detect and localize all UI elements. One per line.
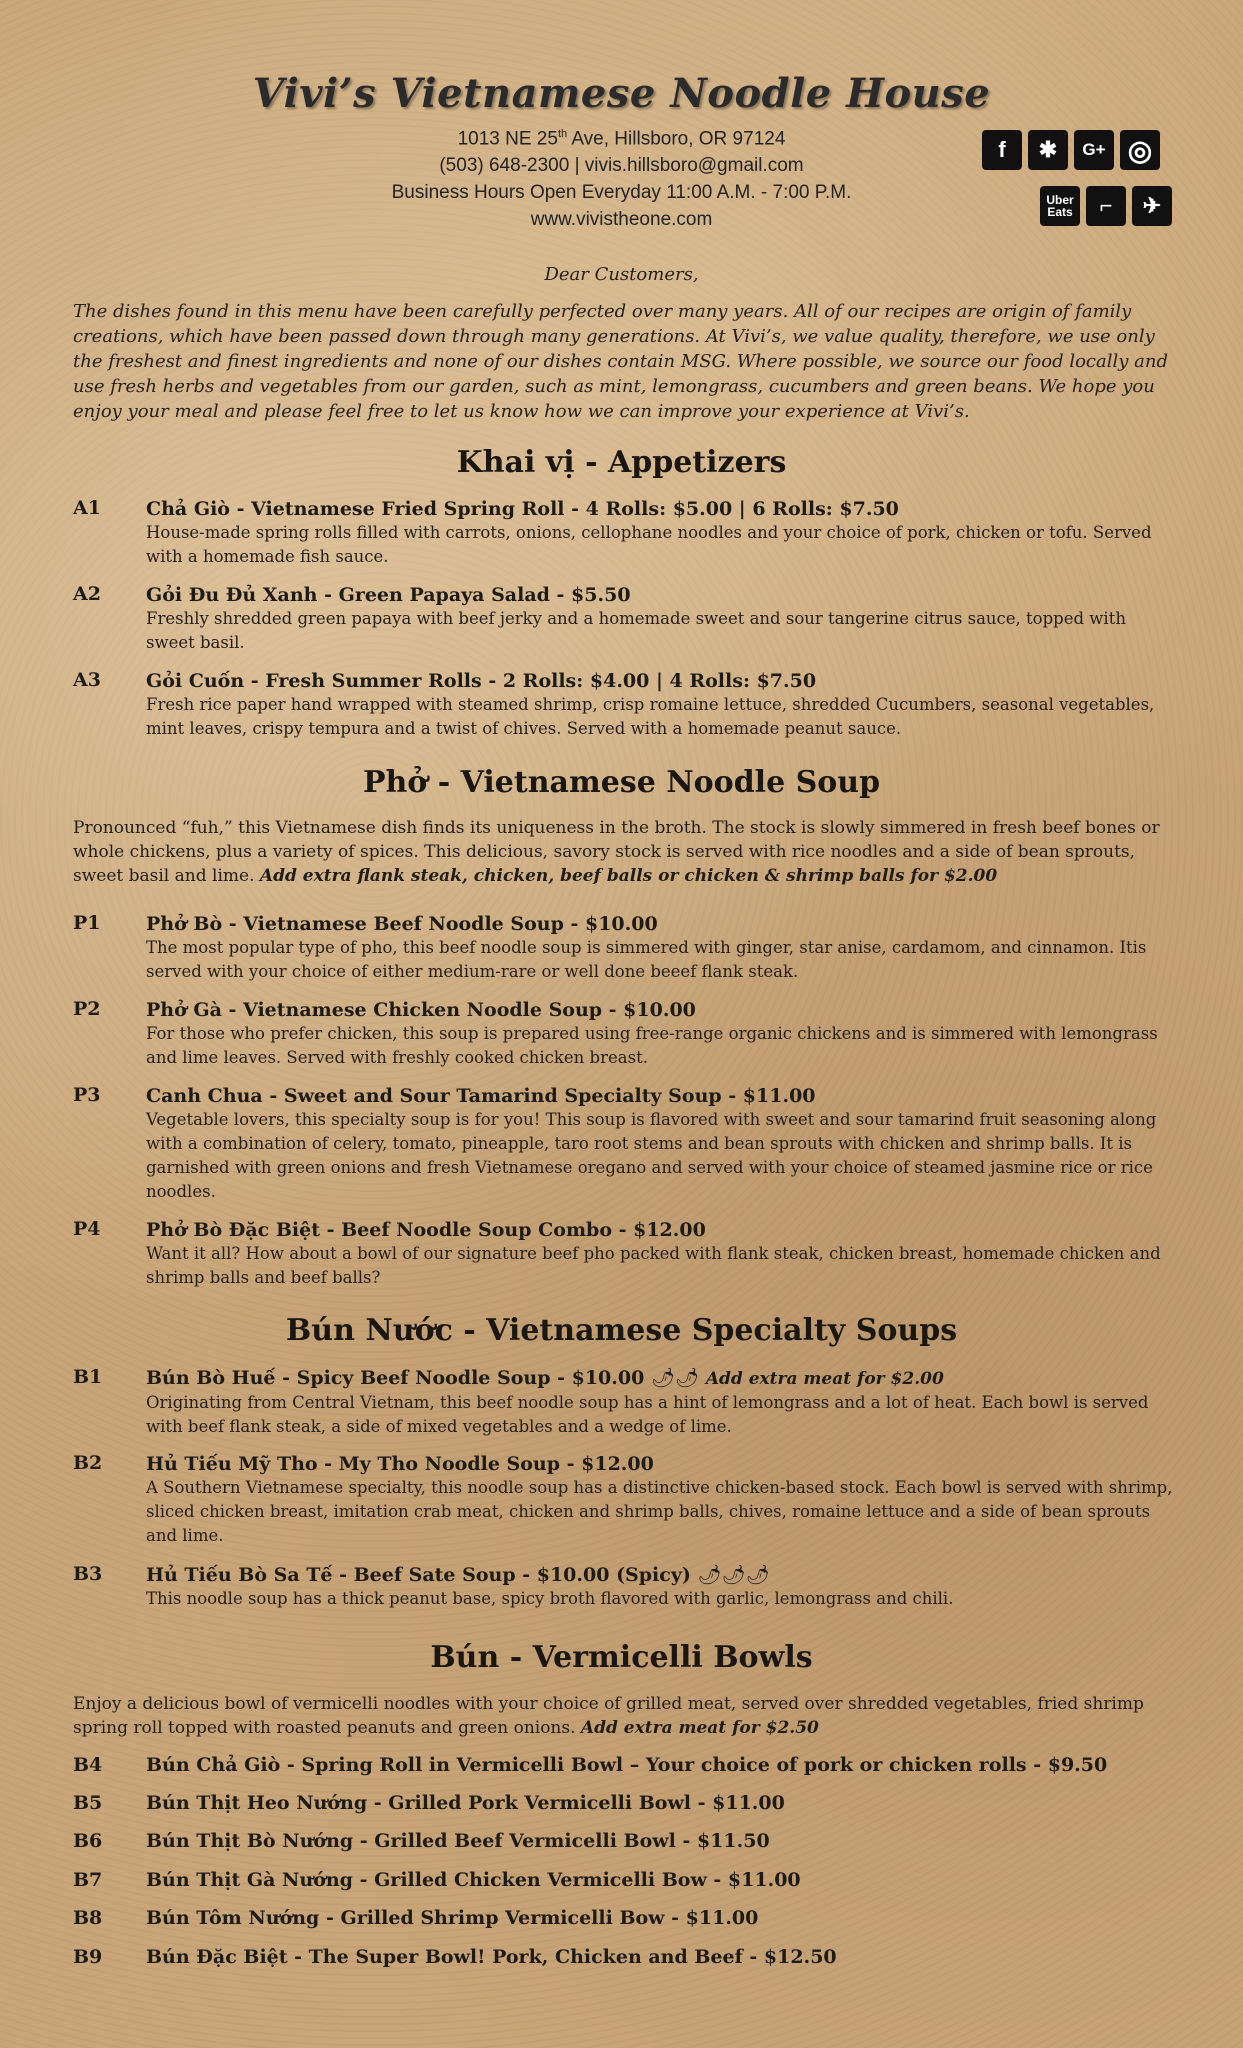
item-code: A3 (73, 669, 101, 691)
item-name: Phở Bò Đặc Biệt - Beef Noodle Soup Combo - $12.00 (146, 1219, 706, 1241)
item-code: B5 (73, 1792, 103, 1814)
item-name: Bún Thịt Bò Nướng - Grilled Beef Vermicelli Bowl - $11.50 (146, 1830, 770, 1852)
section-title-vermicelli: Bún - Vermicelli Bowls (430, 1640, 813, 1675)
address-sup: th (557, 128, 568, 140)
item-body (146, 1563, 1173, 1611)
uber-eats-icon[interactable]: Uber Eats (1040, 186, 1080, 226)
item-code: A1 (73, 497, 101, 519)
item-name: Phở Gà - Vietnamese Chicken Noodle Soup - $10.00 (146, 999, 696, 1021)
website-link[interactable]: www.vivistheone.com (530, 209, 713, 231)
section-title-pho: Phở - Vietnamese Noodle Soup (362, 765, 881, 800)
item-name: Bún Bò Huế - Spicy Beef Noodle Soup - $10.00 (146, 1367, 645, 1389)
pho-desc-text: Pronounced “fuh,” this Vietnamese dish finds its uniqueness in the broth. The stock is slowly simmered in fresh beef bones or whole chickens, plus a variety of spices. This delicious, savory stock is served with rice noodles and a side of bean sprouts, sweet basil and lime. (73, 818, 1160, 886)
bun-desc-text: Enjoy a delicious bowl of vermicelli noodles with your choice of grilled meat, served over shredded vegetables, fried shrimp spring roll topped with roasted peanuts and green onions. (73, 1694, 1144, 1738)
item-name: Bún Thịt Gà Nướng - Grilled Chicken Vermicelli Bow - $11.00 (146, 1869, 801, 1891)
business-hours: Business Hours Open Everyday 11:00 A.M. - 7:00 P.M. (391, 182, 852, 204)
phone-email: (503) 648-2300 | vivis.hillsboro@gmail.com (439, 155, 804, 177)
item-code: B4 (73, 1754, 103, 1776)
item-code: B3 (73, 1563, 103, 1585)
item-desc: The most popular type of pho, this beef noodle soup is simmered with ginger, star anise, cardamom, and cinnamon. Itis served with your choice of either medium-rare or well done beeef flank steak. (146, 938, 1147, 981)
item-desc: Fresh rice paper hand wrapped with steamed shrimp, crisp romaine lettuce, shredded Cucumbers, seasonal vegetables, mint leaves, crispy tempura and a twist of chives. Served with a homemade peanut sauce. (146, 695, 1155, 738)
item-body (146, 497, 1173, 569)
menu-item (73, 1906, 1173, 1930)
item-body (146, 1218, 1173, 1290)
item-code: A2 (73, 583, 101, 605)
item-name-line (146, 1563, 1173, 1587)
item-name: Bún Tôm Nướng - Grilled Shrimp Vermicelli Bow - $11.00 (146, 1907, 759, 1929)
item-name: Chả Giò - Vietnamese Fried Spring Roll - 4 Rolls: $5.00 | 6 Rolls: $7.50 (146, 498, 899, 520)
menu-item (73, 1945, 1173, 1969)
item-name: Phở Bò - Vietnamese Beef Noodle Soup - $10.00 (146, 913, 658, 935)
item-code: B2 (73, 1452, 103, 1474)
chili-pepper-icon: 🌶🌶 (650, 1367, 700, 1389)
item-desc: For those who prefer chicken, this soup is prepared using free-range organic chickens and is simmered with lemongrass and lime leaves. Served with freshly cooked chicken breast. (146, 1024, 1158, 1067)
item-body (146, 912, 1173, 984)
item-extra: Add extra meat for $2.00 (705, 1369, 944, 1389)
menu-item (73, 1868, 1173, 1892)
item-body (146, 998, 1173, 1070)
item-name: Bún Đặc Biệt - The Super Bowl! Pork, Chicken and Beef - $12.50 (146, 1946, 837, 1968)
item-desc: This noodle soup has a thick peanut base, spicy broth flavored with garlic, lemongrass and chili. (146, 1589, 954, 1608)
item-code: B9 (73, 1946, 103, 1968)
menu-item (73, 1753, 1173, 1777)
greeting: Dear Customers, (544, 264, 699, 285)
yelp-icon[interactable]: ✱ (1028, 130, 1068, 170)
grubhub-icon[interactable]: ⌐ (1086, 186, 1126, 226)
social-row-bottom (982, 186, 1172, 226)
item-code: B1 (73, 1366, 103, 1388)
item-name: Gỏi Đu Đủ Xanh - Green Papaya Salad - $5.50 (146, 584, 631, 606)
item-body (146, 1452, 1173, 1548)
bun-extra: Add extra meat for $2.50 (580, 1718, 819, 1738)
address-city: Ave, Hillsboro, OR 97124 (567, 128, 786, 150)
item-code: B6 (73, 1830, 103, 1852)
item-body (146, 1084, 1173, 1204)
intro-text: The dishes found in this menu have been carefully perfected over many years. All of our recipes are origin of family creations, which have been passed down through many generations. At Vivi’s, we value quality, therefore, we use only the freshest and finest ingredients and none of our dishes contain MSG. Where possible, we source our food locally and use fresh herbs and vegetables from our garden, such as mint, lemongrass, cucumbers and green beans. We hope you enjoy your meal and please feel free to let us know how we can improve your experience at Vivi’s. (73, 301, 1168, 422)
facebook-icon[interactable]: f (982, 130, 1022, 170)
item-code: P2 (73, 998, 101, 1020)
social-row-top (982, 130, 1172, 170)
item-name: Hủ Tiếu Mỹ Tho - My Tho Noodle Soup - $12.00 (146, 1453, 654, 1475)
pho-extra: Add extra flank steak, chicken, beef balls or chicken & shrimp balls for $2.00 (259, 866, 998, 886)
instagram-icon[interactable]: ◎ (1120, 130, 1160, 170)
item-body (146, 583, 1173, 655)
item-name: Bún Chả Giò - Spring Roll in Vermicelli Bowl – Your choice of pork or chicken rolls - $9.50 (146, 1754, 1108, 1776)
social-icons (982, 130, 1172, 242)
item-desc: Want it all? How about a bowl of our signature beef pho packed with flank steak, chicken breast, homemade chicken and shrimp balls and beef balls? (146, 1244, 1161, 1287)
item-desc: House-made spring rolls filled with carrots, onions, cellophane noodles and your choice of pork, chicken or tofu. Served with a homemade fish sauce. (146, 523, 1152, 566)
item-code: P1 (73, 912, 101, 934)
item-code: P3 (73, 1084, 101, 1106)
section-title-appetizers: Khai vị - Appetizers (456, 445, 787, 480)
google-plus-icon[interactable]: G+ (1074, 130, 1114, 170)
item-desc: Originating from Central Vietnam, this beef noodle soup has a hint of lemongrass and a lot of heat. Each bowl is served with beef flank steak, a side of mixed vegetables and a wedge of lime. (146, 1393, 1149, 1436)
item-body (146, 1366, 1173, 1439)
address-street: 1013 NE 25 (457, 128, 558, 150)
pho-description (73, 816, 1173, 888)
item-name-line (146, 1366, 1173, 1391)
chili-pepper-icon: 🌶🌶🌶 (697, 1564, 770, 1586)
section-title-specialty-soups: Bún Nước - Vietnamese Specialty Soups (285, 1313, 958, 1348)
item-code: B8 (73, 1907, 103, 1929)
item-desc: Freshly shredded green papaya with beef jerky and a homemade sweet and sour tangerine citrus sauce, topped with sweet basil. (146, 609, 1126, 652)
item-name: Hủ Tiếu Bò Sa Tế - Beef Sate Soup - $10.00 (Spicy) (146, 1564, 691, 1586)
item-name: Canh Chua - Sweet and Sour Tamarind Specialty Soup - $11.00 (146, 1085, 816, 1107)
item-name: Gỏi Cuốn - Fresh Summer Rolls - 2 Rolls: $4.00 | 4 Rolls: $7.50 (146, 670, 817, 692)
item-body (146, 669, 1173, 741)
vermicelli-description (73, 1692, 1173, 1740)
item-desc: Vegetable lovers, this specialty soup is for you! This soup is flavored with sweet and sour tamarind fruit seasoning along with a combination of celery, tomato, pineapple, taro root stems and bean sprouts with chicken and shrimp balls. It is garnished with green onions and fresh Vietnamese oregano and served with your choice of steamed jasmine rice or rice noodles. (146, 1110, 1157, 1201)
menu-item (73, 1791, 1173, 1815)
item-name: Bún Thịt Heo Nướng - Grilled Pork Vermicelli Bowl - $11.00 (146, 1792, 785, 1814)
item-desc: A Southern Vietnamese specialty, this noodle soup has a distinctive chicken-based stock. Each bowl is served with shrimp, sliced chicken breast, imitation crab meat, chicken and shrimp balls, chives, romaine lettuce and a side of bean sprouts and lime. (146, 1478, 1173, 1545)
menu-item (73, 1829, 1173, 1853)
item-code: B7 (73, 1869, 103, 1891)
postmates-icon[interactable]: ✈ (1132, 186, 1172, 226)
intro-letter (73, 262, 1170, 424)
restaurant-title: Vivi’s Vietnamese Noodle House (252, 70, 991, 117)
item-code: P4 (73, 1218, 101, 1240)
